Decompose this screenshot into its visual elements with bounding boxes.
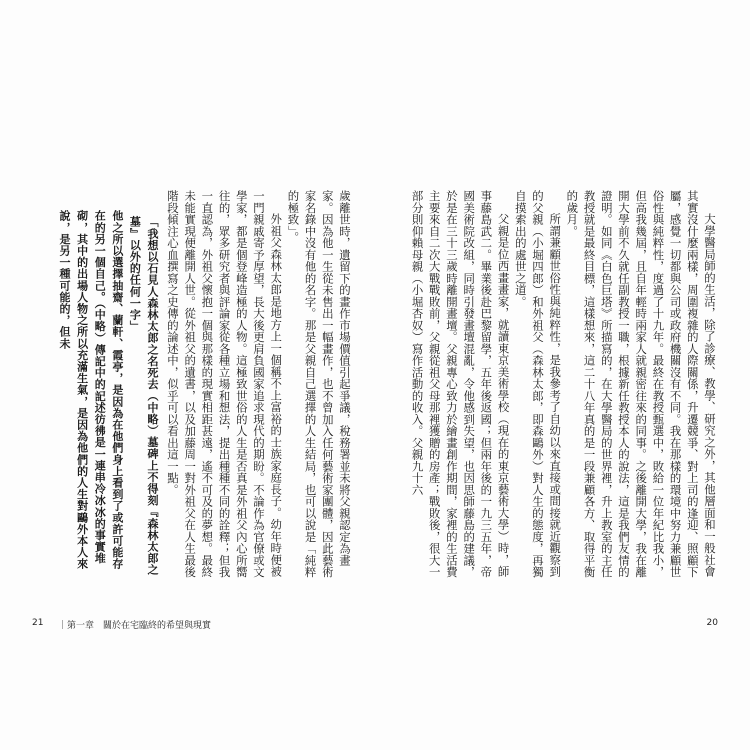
page-number-left: 21	[32, 618, 44, 628]
left-paragraph-1: 歲離世時，遺留下的畫作市場價值引起爭議，稅務署並未將父親認定為畫家。因為他一生從未售出一幅畫作，也不曾加入任何藝術家團體，因此藝術家名錄中沒有他的名字。那是父親自己選擇的人生結局，也可以說是「純粹的極致」。	[286, 190, 352, 578]
page-number-right: 20	[706, 618, 718, 628]
right-paragraph-2: 所謂兼顧世俗性與純粹性，是我參考了自幼以來直接或間接就近觀察到的父親（小堀四郎）和外祖父（森林太郎，即森鷗外）對人生的態度，再獨自摸索出的處世之道。	[513, 190, 563, 578]
quote-line-1: 「我想以石見人森林太郎之名死去（中略）墓碑上不得刻『森林太郎之墓』以外的任何一字」	[128, 216, 159, 576]
right-body-text	[407, 190, 718, 585]
left-body-text	[165, 190, 353, 585]
right-paragraph-3: 父親是位西畫畫家，就讀東京美術學校（現在的東京藝術大學）時，師事藤島武二。畢業後赴巴黎留學，五年後返國；但兩年後的一九三五年，帝國美術院改組，同時引發畫壇混亂，令他感到失望，也因思師藤島的建議，於是在三十三歲時離開畫壇。父親專心致力於繪畫創作期間，家裡的生活費主要來自二次大戰戰敗前，父親從祖父母那裡獲贈的房產；戰敗後，很大一部分則仰賴母親（小堀杏奴）寫作活動的收入。父親九十六	[410, 190, 511, 578]
right-page	[375, 0, 750, 750]
right-paragraph-1: 大學醫局師的生活，除了診療、教學、研究之外，其他層面和一般社會其實沒什麼兩樣，周圍複雜的人際關係，升遷競爭、對上司的逢迎、照顧下屬，感覺一切都與公司或政府機關沒有不同。我在那樣的環境中努力兼顧世俗性與純粹性，度過了十九年。最終在教授甄選中，敗給一位年紀比我小，但高我幾屆，且自年輕時兩家人就親密往來的同事。之後離開大學，我在離開大學前不久就任副教授一職，根據新任教授本人的說法，這是我們友情的證明。如同《白色巨塔》所描寫的，在大學醫局的世界裡，升上教室的主任教授就是最終目標，這樣想來，這二十八年真的是一段兼顧各方、取得平衡的歲月。	[565, 190, 717, 578]
quote-line-2: 他之所以選擇抽齋、蘭軒、霞亭，是因為在他們身上看到了或許可能存在的另一個自己。（中略）傳記中的記述彷彿是一連串冷冰冰的事實堆砌，其中的出場人物之所以充滿生氣，是因為他們的人生對鷗外本人來說，是另一種可能的，但未	[58, 210, 124, 570]
quotation-block	[36, 210, 161, 580]
running-head: ｜第一章 關於在宅臨終的希望與現實	[58, 621, 212, 631]
left-paragraph-2: 外祖父森林太郎是地方上一個稱不上富裕的士族家庭長子。幼年時便被一門親戚寄予厚望，長大後更肩負國家追求現代的期盼。不論作為官僚或文學家，都是個登峰造極的人物。這極致世俗的人生是否真是外祖父內心所嚮往的，眾多研究者與評論家從各種立場和想法，提出種種不同的詮釋；但我一直認為，外祖父懷抱一個與那樣的現實相距甚遠，遙不可及的夢想。最終未能實現便離開人世。從外祖父的遺書，以及加藤周一對外祖父在人生最後階段傾注心血撰寫之史傳的論述中，似乎可以看出這一點。	[165, 190, 284, 578]
